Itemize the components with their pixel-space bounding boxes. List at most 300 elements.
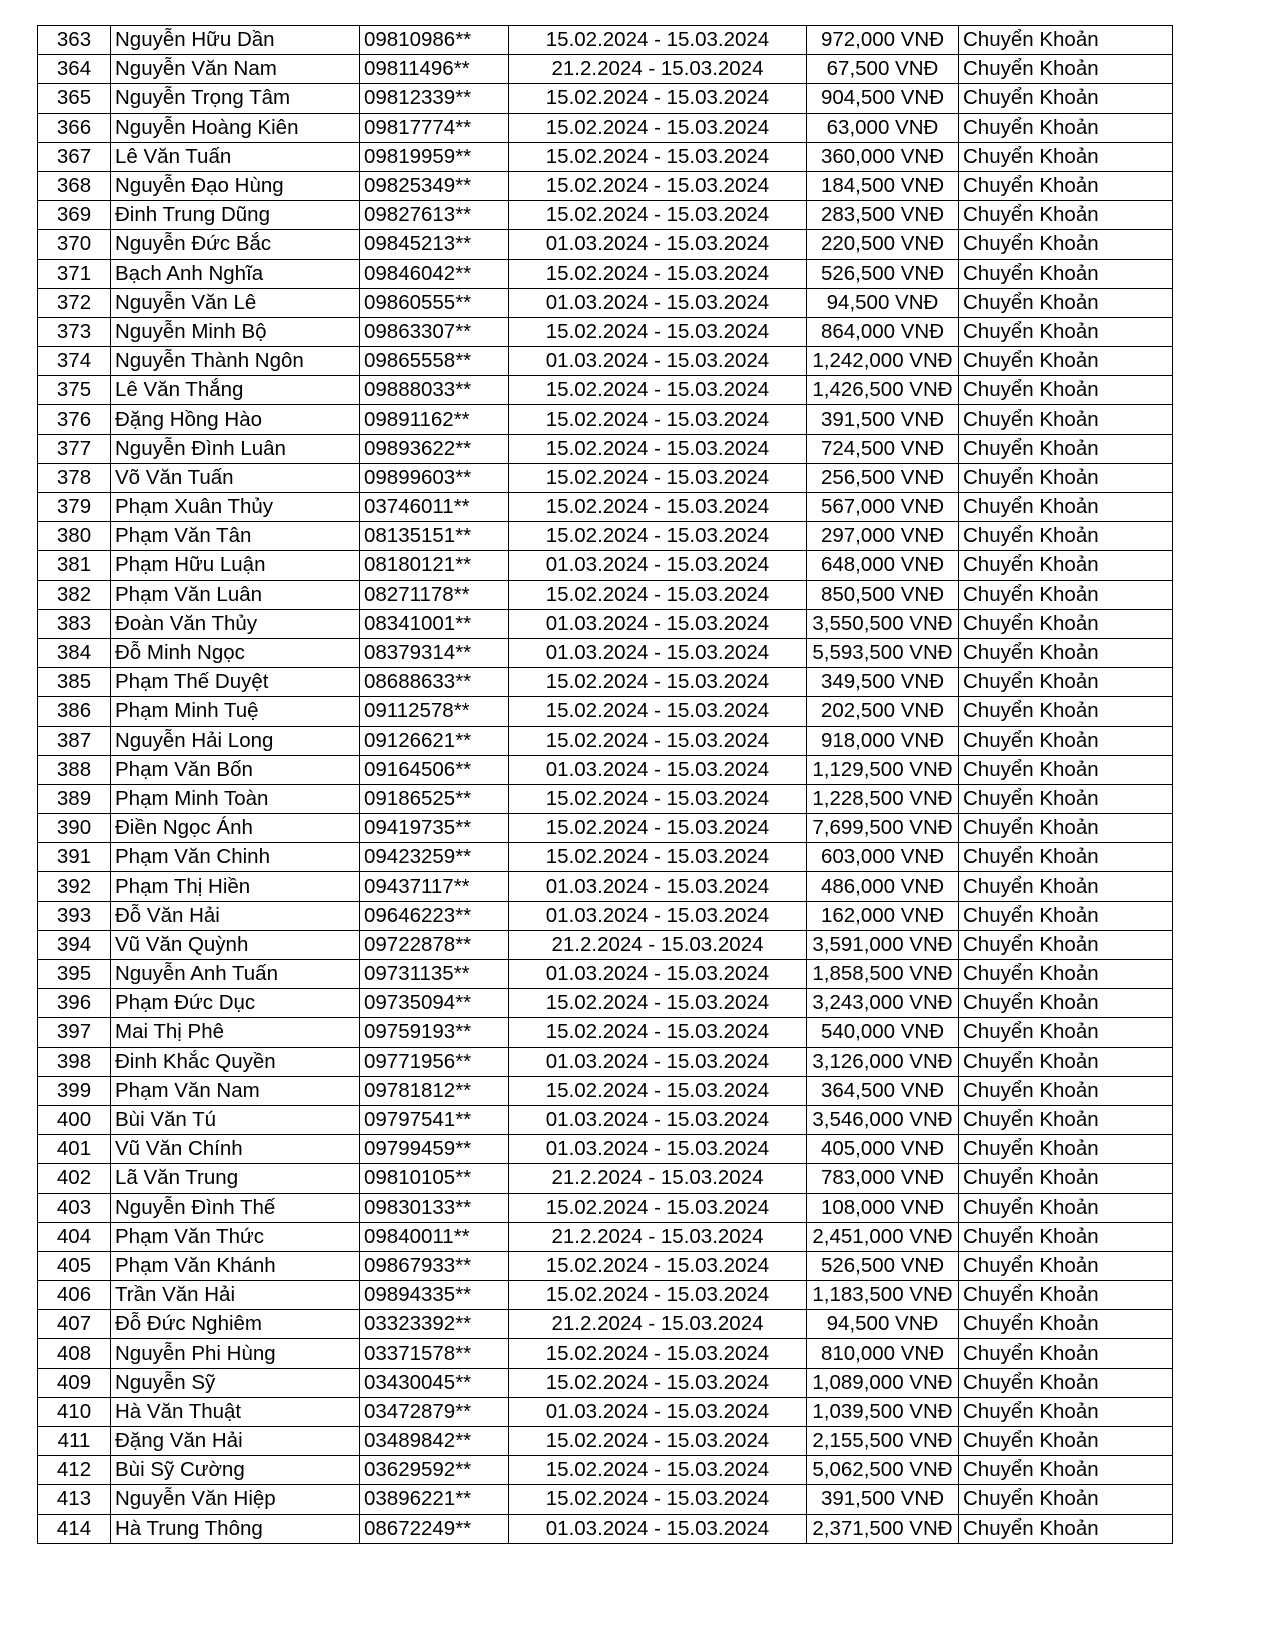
table-row [38, 201, 1173, 230]
row-number-cell: 370 [38, 230, 111, 259]
payment-period-cell: 01.03.2024 - 15.03.2024 [509, 1514, 807, 1543]
member-name-cell: Bạch Anh Nghĩa [111, 259, 360, 288]
member-name-cell: Điền Ngọc Ánh [111, 814, 360, 843]
table-row [38, 230, 1173, 259]
table-row [38, 463, 1173, 492]
payment-period-cell: 01.03.2024 - 15.03.2024 [509, 1135, 807, 1164]
payment-period-cell: 15.02.2024 - 15.03.2024 [509, 1485, 807, 1514]
phone-number-cell: 09867933** [360, 1251, 509, 1280]
payment-method-cell: Chuyển Khoản [959, 989, 1173, 1018]
amount-cell: 1,426,500 VNĐ [807, 376, 959, 405]
payment-period-cell: 01.03.2024 - 15.03.2024 [509, 1397, 807, 1426]
member-name-cell: Nguyễn Đức Bắc [111, 230, 360, 259]
member-name-cell: Trần Văn Hải [111, 1281, 360, 1310]
phone-number-cell: 09811496** [360, 55, 509, 84]
amount-cell: 567,000 VNĐ [807, 493, 959, 522]
phone-number-cell: 09722878** [360, 930, 509, 959]
row-number-cell: 367 [38, 142, 111, 171]
amount-cell: 1,039,500 VNĐ [807, 1397, 959, 1426]
amount-cell: 63,000 VNĐ [807, 113, 959, 142]
phone-number-cell: 09825349** [360, 171, 509, 200]
member-name-cell: Đoàn Văn Thủy [111, 609, 360, 638]
phone-number-cell: 09164506** [360, 755, 509, 784]
amount-cell: 297,000 VNĐ [807, 522, 959, 551]
payment-method-cell: Chuyển Khoản [959, 960, 1173, 989]
row-number-cell: 402 [38, 1164, 111, 1193]
amount-cell: 540,000 VNĐ [807, 1018, 959, 1047]
row-number-cell: 396 [38, 989, 111, 1018]
payment-method-cell: Chuyển Khoản [959, 1427, 1173, 1456]
phone-number-cell: 08135151** [360, 522, 509, 551]
amount-cell: 202,500 VNĐ [807, 697, 959, 726]
amount-cell: 364,500 VNĐ [807, 1076, 959, 1105]
payment-period-cell: 15.02.2024 - 15.03.2024 [509, 405, 807, 434]
table-row [38, 638, 1173, 667]
amount-cell: 3,243,000 VNĐ [807, 989, 959, 1018]
amount-cell: 391,500 VNĐ [807, 405, 959, 434]
payment-method-cell: Chuyển Khoản [959, 1222, 1173, 1251]
table-row [38, 405, 1173, 434]
payment-method-cell: Chuyển Khoản [959, 1514, 1173, 1543]
row-number-cell: 385 [38, 668, 111, 697]
payment-period-cell: 15.02.2024 - 15.03.2024 [509, 493, 807, 522]
phone-number-cell: 03430045** [360, 1368, 509, 1397]
phone-number-cell: 03489842** [360, 1427, 509, 1456]
row-number-cell: 371 [38, 259, 111, 288]
row-number-cell: 397 [38, 1018, 111, 1047]
phone-number-cell: 03323392** [360, 1310, 509, 1339]
table-row [38, 84, 1173, 113]
member-name-cell: Phạm Văn Chinh [111, 843, 360, 872]
phone-number-cell: 09865558** [360, 347, 509, 376]
member-name-cell: Nguyễn Trọng Tâm [111, 84, 360, 113]
row-number-cell: 398 [38, 1047, 111, 1076]
table-row [38, 1281, 1173, 1310]
phone-number-cell: 09863307** [360, 317, 509, 346]
payment-period-cell: 15.02.2024 - 15.03.2024 [509, 1018, 807, 1047]
payment-period-cell: 01.03.2024 - 15.03.2024 [509, 288, 807, 317]
table-row [38, 843, 1173, 872]
payment-period-cell: 15.02.2024 - 15.03.2024 [509, 463, 807, 492]
row-number-cell: 366 [38, 113, 111, 142]
row-number-cell: 373 [38, 317, 111, 346]
phone-number-cell: 03896221** [360, 1485, 509, 1514]
payment-method-cell: Chuyển Khoản [959, 638, 1173, 667]
amount-cell: 1,242,000 VNĐ [807, 347, 959, 376]
row-number-cell: 411 [38, 1427, 111, 1456]
payment-period-cell: 15.02.2024 - 15.03.2024 [509, 1251, 807, 1280]
payment-period-cell: 15.02.2024 - 15.03.2024 [509, 26, 807, 55]
payment-period-cell: 15.02.2024 - 15.03.2024 [509, 1193, 807, 1222]
member-name-cell: Đỗ Văn Hải [111, 901, 360, 930]
amount-cell: 391,500 VNĐ [807, 1485, 959, 1514]
payment-method-cell: Chuyển Khoản [959, 1397, 1173, 1426]
phone-number-cell: 09781812** [360, 1076, 509, 1105]
member-name-cell: Nguyễn Phi Hùng [111, 1339, 360, 1368]
table-row [38, 1193, 1173, 1222]
phone-number-cell: 09771956** [360, 1047, 509, 1076]
payment-method-cell: Chuyển Khoản [959, 784, 1173, 813]
payment-method-cell: Chuyển Khoản [959, 142, 1173, 171]
payment-method-cell: Chuyển Khoản [959, 726, 1173, 755]
amount-cell: 864,000 VNĐ [807, 317, 959, 346]
payment-period-cell: 21.2.2024 - 15.03.2024 [509, 1164, 807, 1193]
payment-period-cell: 15.02.2024 - 15.03.2024 [509, 1076, 807, 1105]
row-number-cell: 390 [38, 814, 111, 843]
amount-cell: 1,228,500 VNĐ [807, 784, 959, 813]
phone-number-cell: 09830133** [360, 1193, 509, 1222]
phone-number-cell: 09126621** [360, 726, 509, 755]
member-name-cell: Phạm Thế Duyệt [111, 668, 360, 697]
member-name-cell: Lê Văn Tuấn [111, 142, 360, 171]
member-name-cell: Nguyễn Anh Tuấn [111, 960, 360, 989]
member-name-cell: Nguyễn Đạo Hùng [111, 171, 360, 200]
amount-cell: 220,500 VNĐ [807, 230, 959, 259]
member-name-cell: Nguyễn Thành Ngôn [111, 347, 360, 376]
payment-period-cell: 15.02.2024 - 15.03.2024 [509, 1281, 807, 1310]
payment-method-cell: Chuyển Khoản [959, 230, 1173, 259]
row-number-cell: 381 [38, 551, 111, 580]
phone-number-cell: 09817774** [360, 113, 509, 142]
payment-period-cell: 15.02.2024 - 15.03.2024 [509, 1339, 807, 1368]
phone-number-cell: 03472879** [360, 1397, 509, 1426]
payment-period-cell: 15.02.2024 - 15.03.2024 [509, 1427, 807, 1456]
member-name-cell: Đinh Trung Dũng [111, 201, 360, 230]
table-row [38, 493, 1173, 522]
member-name-cell: Phạm Văn Khánh [111, 1251, 360, 1280]
table-row [38, 1135, 1173, 1164]
table-row [38, 142, 1173, 171]
payment-period-cell: 15.02.2024 - 15.03.2024 [509, 376, 807, 405]
phone-number-cell: 03629592** [360, 1456, 509, 1485]
phone-number-cell: 09827613** [360, 201, 509, 230]
payment-method-cell: Chuyển Khoản [959, 171, 1173, 200]
payment-method-cell: Chuyển Khoản [959, 1076, 1173, 1105]
payment-method-cell: Chuyển Khoản [959, 1135, 1173, 1164]
phone-number-cell: 09419735** [360, 814, 509, 843]
table-row [38, 171, 1173, 200]
payment-period-cell: 15.02.2024 - 15.03.2024 [509, 171, 807, 200]
member-name-cell: Lê Văn Thắng [111, 376, 360, 405]
payment-period-cell: 15.02.2024 - 15.03.2024 [509, 434, 807, 463]
amount-cell: 850,500 VNĐ [807, 580, 959, 609]
amount-cell: 3,546,000 VNĐ [807, 1105, 959, 1134]
row-number-cell: 375 [38, 376, 111, 405]
table-row [38, 551, 1173, 580]
row-number-cell: 379 [38, 493, 111, 522]
payment-period-cell: 15.02.2024 - 15.03.2024 [509, 668, 807, 697]
row-number-cell: 404 [38, 1222, 111, 1251]
amount-cell: 1,089,000 VNĐ [807, 1368, 959, 1397]
payment-method-cell: Chuyển Khoản [959, 1251, 1173, 1280]
phone-number-cell: 09819959** [360, 142, 509, 171]
payment-period-cell: 15.02.2024 - 15.03.2024 [509, 259, 807, 288]
table-row [38, 1105, 1173, 1134]
phone-number-cell: 08672249** [360, 1514, 509, 1543]
table-row [38, 376, 1173, 405]
row-number-cell: 389 [38, 784, 111, 813]
payment-period-cell: 15.02.2024 - 15.03.2024 [509, 989, 807, 1018]
phone-number-cell: 09840011** [360, 1222, 509, 1251]
phone-number-cell: 09860555** [360, 288, 509, 317]
payment-method-cell: Chuyển Khoản [959, 26, 1173, 55]
amount-cell: 1,183,500 VNĐ [807, 1281, 959, 1310]
member-name-cell: Bùi Sỹ Cường [111, 1456, 360, 1485]
payment-method-cell: Chuyển Khoản [959, 201, 1173, 230]
payment-method-cell: Chuyển Khoản [959, 1368, 1173, 1397]
phone-number-cell: 09646223** [360, 901, 509, 930]
payment-period-cell: 21.2.2024 - 15.03.2024 [509, 1222, 807, 1251]
member-name-cell: Đỗ Minh Ngọc [111, 638, 360, 667]
payment-period-cell: 15.02.2024 - 15.03.2024 [509, 814, 807, 843]
phone-number-cell: 09731135** [360, 960, 509, 989]
payment-method-cell: Chuyển Khoản [959, 347, 1173, 376]
member-name-cell: Nguyễn Văn Hiệp [111, 1485, 360, 1514]
amount-cell: 184,500 VNĐ [807, 171, 959, 200]
phone-number-cell: 09846042** [360, 259, 509, 288]
payment-period-cell: 15.02.2024 - 15.03.2024 [509, 580, 807, 609]
table-row [38, 1251, 1173, 1280]
member-name-cell: Đỗ Đức Nghiêm [111, 1310, 360, 1339]
member-name-cell: Nguyễn Đình Luân [111, 434, 360, 463]
payment-period-cell: 15.02.2024 - 15.03.2024 [509, 201, 807, 230]
payment-period-cell: 15.02.2024 - 15.03.2024 [509, 142, 807, 171]
payment-period-cell: 01.03.2024 - 15.03.2024 [509, 347, 807, 376]
amount-cell: 94,500 VNĐ [807, 288, 959, 317]
payment-method-cell: Chuyển Khoản [959, 930, 1173, 959]
amount-cell: 3,550,500 VNĐ [807, 609, 959, 638]
amount-cell: 3,126,000 VNĐ [807, 1047, 959, 1076]
amount-cell: 405,000 VNĐ [807, 1135, 959, 1164]
member-name-cell: Nguyễn Hữu Dần [111, 26, 360, 55]
table-row [38, 522, 1173, 551]
row-number-cell: 378 [38, 463, 111, 492]
table-body [38, 26, 1173, 1544]
payment-period-cell: 15.02.2024 - 15.03.2024 [509, 317, 807, 346]
phone-number-cell: 03746011** [360, 493, 509, 522]
table-row [38, 814, 1173, 843]
phone-number-cell: 09810986** [360, 26, 509, 55]
phone-number-cell: 08688633** [360, 668, 509, 697]
table-row [38, 288, 1173, 317]
amount-cell: 2,371,500 VNĐ [807, 1514, 959, 1543]
payment-period-cell: 21.2.2024 - 15.03.2024 [509, 930, 807, 959]
table-row [38, 872, 1173, 901]
table-row [38, 1164, 1173, 1193]
payment-method-cell: Chuyển Khoản [959, 1339, 1173, 1368]
amount-cell: 256,500 VNĐ [807, 463, 959, 492]
amount-cell: 1,129,500 VNĐ [807, 755, 959, 784]
amount-cell: 94,500 VNĐ [807, 1310, 959, 1339]
table-row [38, 113, 1173, 142]
payment-period-cell: 01.03.2024 - 15.03.2024 [509, 1047, 807, 1076]
payment-table [37, 25, 1173, 1544]
member-name-cell: Nguyễn Hải Long [111, 726, 360, 755]
payment-period-cell: 01.03.2024 - 15.03.2024 [509, 609, 807, 638]
payment-period-cell: 01.03.2024 - 15.03.2024 [509, 230, 807, 259]
phone-number-cell: 09845213** [360, 230, 509, 259]
row-number-cell: 395 [38, 960, 111, 989]
member-name-cell: Nguyễn Văn Lê [111, 288, 360, 317]
payment-method-cell: Chuyển Khoản [959, 463, 1173, 492]
member-name-cell: Nguyễn Hoàng Kiên [111, 113, 360, 142]
member-name-cell: Bùi Văn Tú [111, 1105, 360, 1134]
phone-number-cell: 09437117** [360, 872, 509, 901]
row-number-cell: 393 [38, 901, 111, 930]
table-row [38, 784, 1173, 813]
payment-method-cell: Chuyển Khoản [959, 1485, 1173, 1514]
amount-cell: 724,500 VNĐ [807, 434, 959, 463]
table-row [38, 697, 1173, 726]
amount-cell: 108,000 VNĐ [807, 1193, 959, 1222]
amount-cell: 904,500 VNĐ [807, 84, 959, 113]
table-row [38, 726, 1173, 755]
table-row [38, 26, 1173, 55]
payment-period-cell: 15.02.2024 - 15.03.2024 [509, 697, 807, 726]
phone-number-cell: 09799459** [360, 1135, 509, 1164]
amount-cell: 486,000 VNĐ [807, 872, 959, 901]
payment-period-cell: 15.02.2024 - 15.03.2024 [509, 843, 807, 872]
row-number-cell: 410 [38, 1397, 111, 1426]
phone-number-cell: 09797541** [360, 1105, 509, 1134]
payment-period-cell: 01.03.2024 - 15.03.2024 [509, 1105, 807, 1134]
payment-period-cell: 21.2.2024 - 15.03.2024 [509, 1310, 807, 1339]
member-name-cell: Hà Văn Thuật [111, 1397, 360, 1426]
payment-method-cell: Chuyển Khoản [959, 755, 1173, 784]
payment-period-cell: 15.02.2024 - 15.03.2024 [509, 113, 807, 142]
payment-method-cell: Chuyển Khoản [959, 1105, 1173, 1134]
row-number-cell: 368 [38, 171, 111, 200]
amount-cell: 162,000 VNĐ [807, 901, 959, 930]
table-row [38, 609, 1173, 638]
row-number-cell: 391 [38, 843, 111, 872]
payment-period-cell: 01.03.2024 - 15.03.2024 [509, 638, 807, 667]
table-row [38, 1397, 1173, 1426]
phone-number-cell: 09759193** [360, 1018, 509, 1047]
table-row [38, 259, 1173, 288]
payment-period-cell: 15.02.2024 - 15.03.2024 [509, 84, 807, 113]
payment-method-cell: Chuyển Khoản [959, 551, 1173, 580]
payment-method-cell: Chuyển Khoản [959, 1281, 1173, 1310]
table-row [38, 55, 1173, 84]
row-number-cell: 414 [38, 1514, 111, 1543]
member-name-cell: Đặng Hồng Hào [111, 405, 360, 434]
member-name-cell: Hà Trung Thông [111, 1514, 360, 1543]
table-row [38, 901, 1173, 930]
member-name-cell: Phạm Xuân Thủy [111, 493, 360, 522]
phone-number-cell: 09186525** [360, 784, 509, 813]
row-number-cell: 384 [38, 638, 111, 667]
payment-method-cell: Chuyển Khoản [959, 55, 1173, 84]
payment-period-cell: 15.02.2024 - 15.03.2024 [509, 726, 807, 755]
payment-method-cell: Chuyển Khoản [959, 405, 1173, 434]
member-name-cell: Đinh Khắc Quyền [111, 1047, 360, 1076]
member-name-cell: Phạm Minh Tuệ [111, 697, 360, 726]
payment-method-cell: Chuyển Khoản [959, 113, 1173, 142]
payment-method-cell: Chuyển Khoản [959, 434, 1173, 463]
amount-cell: 2,451,000 VNĐ [807, 1222, 959, 1251]
amount-cell: 349,500 VNĐ [807, 668, 959, 697]
table-row [38, 434, 1173, 463]
row-number-cell: 400 [38, 1105, 111, 1134]
payment-period-cell: 01.03.2024 - 15.03.2024 [509, 755, 807, 784]
row-number-cell: 369 [38, 201, 111, 230]
member-name-cell: Phạm Văn Luân [111, 580, 360, 609]
amount-cell: 5,062,500 VNĐ [807, 1456, 959, 1485]
payment-period-cell: 15.02.2024 - 15.03.2024 [509, 522, 807, 551]
phone-number-cell: 08341001** [360, 609, 509, 638]
payment-method-cell: Chuyển Khoản [959, 814, 1173, 843]
table-row [38, 960, 1173, 989]
table-row [38, 317, 1173, 346]
payment-method-cell: Chuyển Khoản [959, 697, 1173, 726]
row-number-cell: 363 [38, 26, 111, 55]
phone-number-cell: 08271178** [360, 580, 509, 609]
phone-number-cell: 09899603** [360, 463, 509, 492]
amount-cell: 526,500 VNĐ [807, 259, 959, 288]
row-number-cell: 392 [38, 872, 111, 901]
amount-cell: 360,000 VNĐ [807, 142, 959, 171]
payment-method-cell: Chuyển Khoản [959, 259, 1173, 288]
table-row [38, 1076, 1173, 1105]
row-number-cell: 394 [38, 930, 111, 959]
table-row [38, 930, 1173, 959]
member-name-cell: Nguyễn Minh Bộ [111, 317, 360, 346]
member-name-cell: Vũ Văn Chính [111, 1135, 360, 1164]
amount-cell: 972,000 VNĐ [807, 26, 959, 55]
payment-method-cell: Chuyển Khoản [959, 84, 1173, 113]
row-number-cell: 413 [38, 1485, 111, 1514]
phone-number-cell: 09423259** [360, 843, 509, 872]
payment-method-cell: Chuyển Khoản [959, 901, 1173, 930]
row-number-cell: 403 [38, 1193, 111, 1222]
payment-period-cell: 15.02.2024 - 15.03.2024 [509, 784, 807, 813]
payment-method-cell: Chuyển Khoản [959, 668, 1173, 697]
phone-number-cell: 09891162** [360, 405, 509, 434]
phone-number-cell: 08180121** [360, 551, 509, 580]
row-number-cell: 406 [38, 1281, 111, 1310]
amount-cell: 283,500 VNĐ [807, 201, 959, 230]
member-name-cell: Đặng Văn Hải [111, 1427, 360, 1456]
member-name-cell: Phạm Minh Toàn [111, 784, 360, 813]
phone-number-cell: 09810105** [360, 1164, 509, 1193]
row-number-cell: 374 [38, 347, 111, 376]
row-number-cell: 408 [38, 1339, 111, 1368]
amount-cell: 67,500 VNĐ [807, 55, 959, 84]
table-row [38, 1047, 1173, 1076]
payment-method-cell: Chuyển Khoản [959, 522, 1173, 551]
phone-number-cell: 08379314** [360, 638, 509, 667]
table-row [38, 580, 1173, 609]
payment-method-cell: Chuyển Khoản [959, 493, 1173, 522]
payment-method-cell: Chuyển Khoản [959, 609, 1173, 638]
amount-cell: 603,000 VNĐ [807, 843, 959, 872]
member-name-cell: Nguyễn Đình Thế [111, 1193, 360, 1222]
table-row [38, 668, 1173, 697]
row-number-cell: 409 [38, 1368, 111, 1397]
phone-number-cell: 09812339** [360, 84, 509, 113]
phone-number-cell: 09893622** [360, 434, 509, 463]
member-name-cell: Phạm Văn Bốn [111, 755, 360, 784]
phone-number-cell: 03371578** [360, 1339, 509, 1368]
member-name-cell: Phạm Thị Hiền [111, 872, 360, 901]
row-number-cell: 365 [38, 84, 111, 113]
payment-method-cell: Chuyển Khoản [959, 580, 1173, 609]
payment-period-cell: 15.02.2024 - 15.03.2024 [509, 1368, 807, 1397]
table-row [38, 1339, 1173, 1368]
payment-period-cell: 01.03.2024 - 15.03.2024 [509, 551, 807, 580]
row-number-cell: 364 [38, 55, 111, 84]
